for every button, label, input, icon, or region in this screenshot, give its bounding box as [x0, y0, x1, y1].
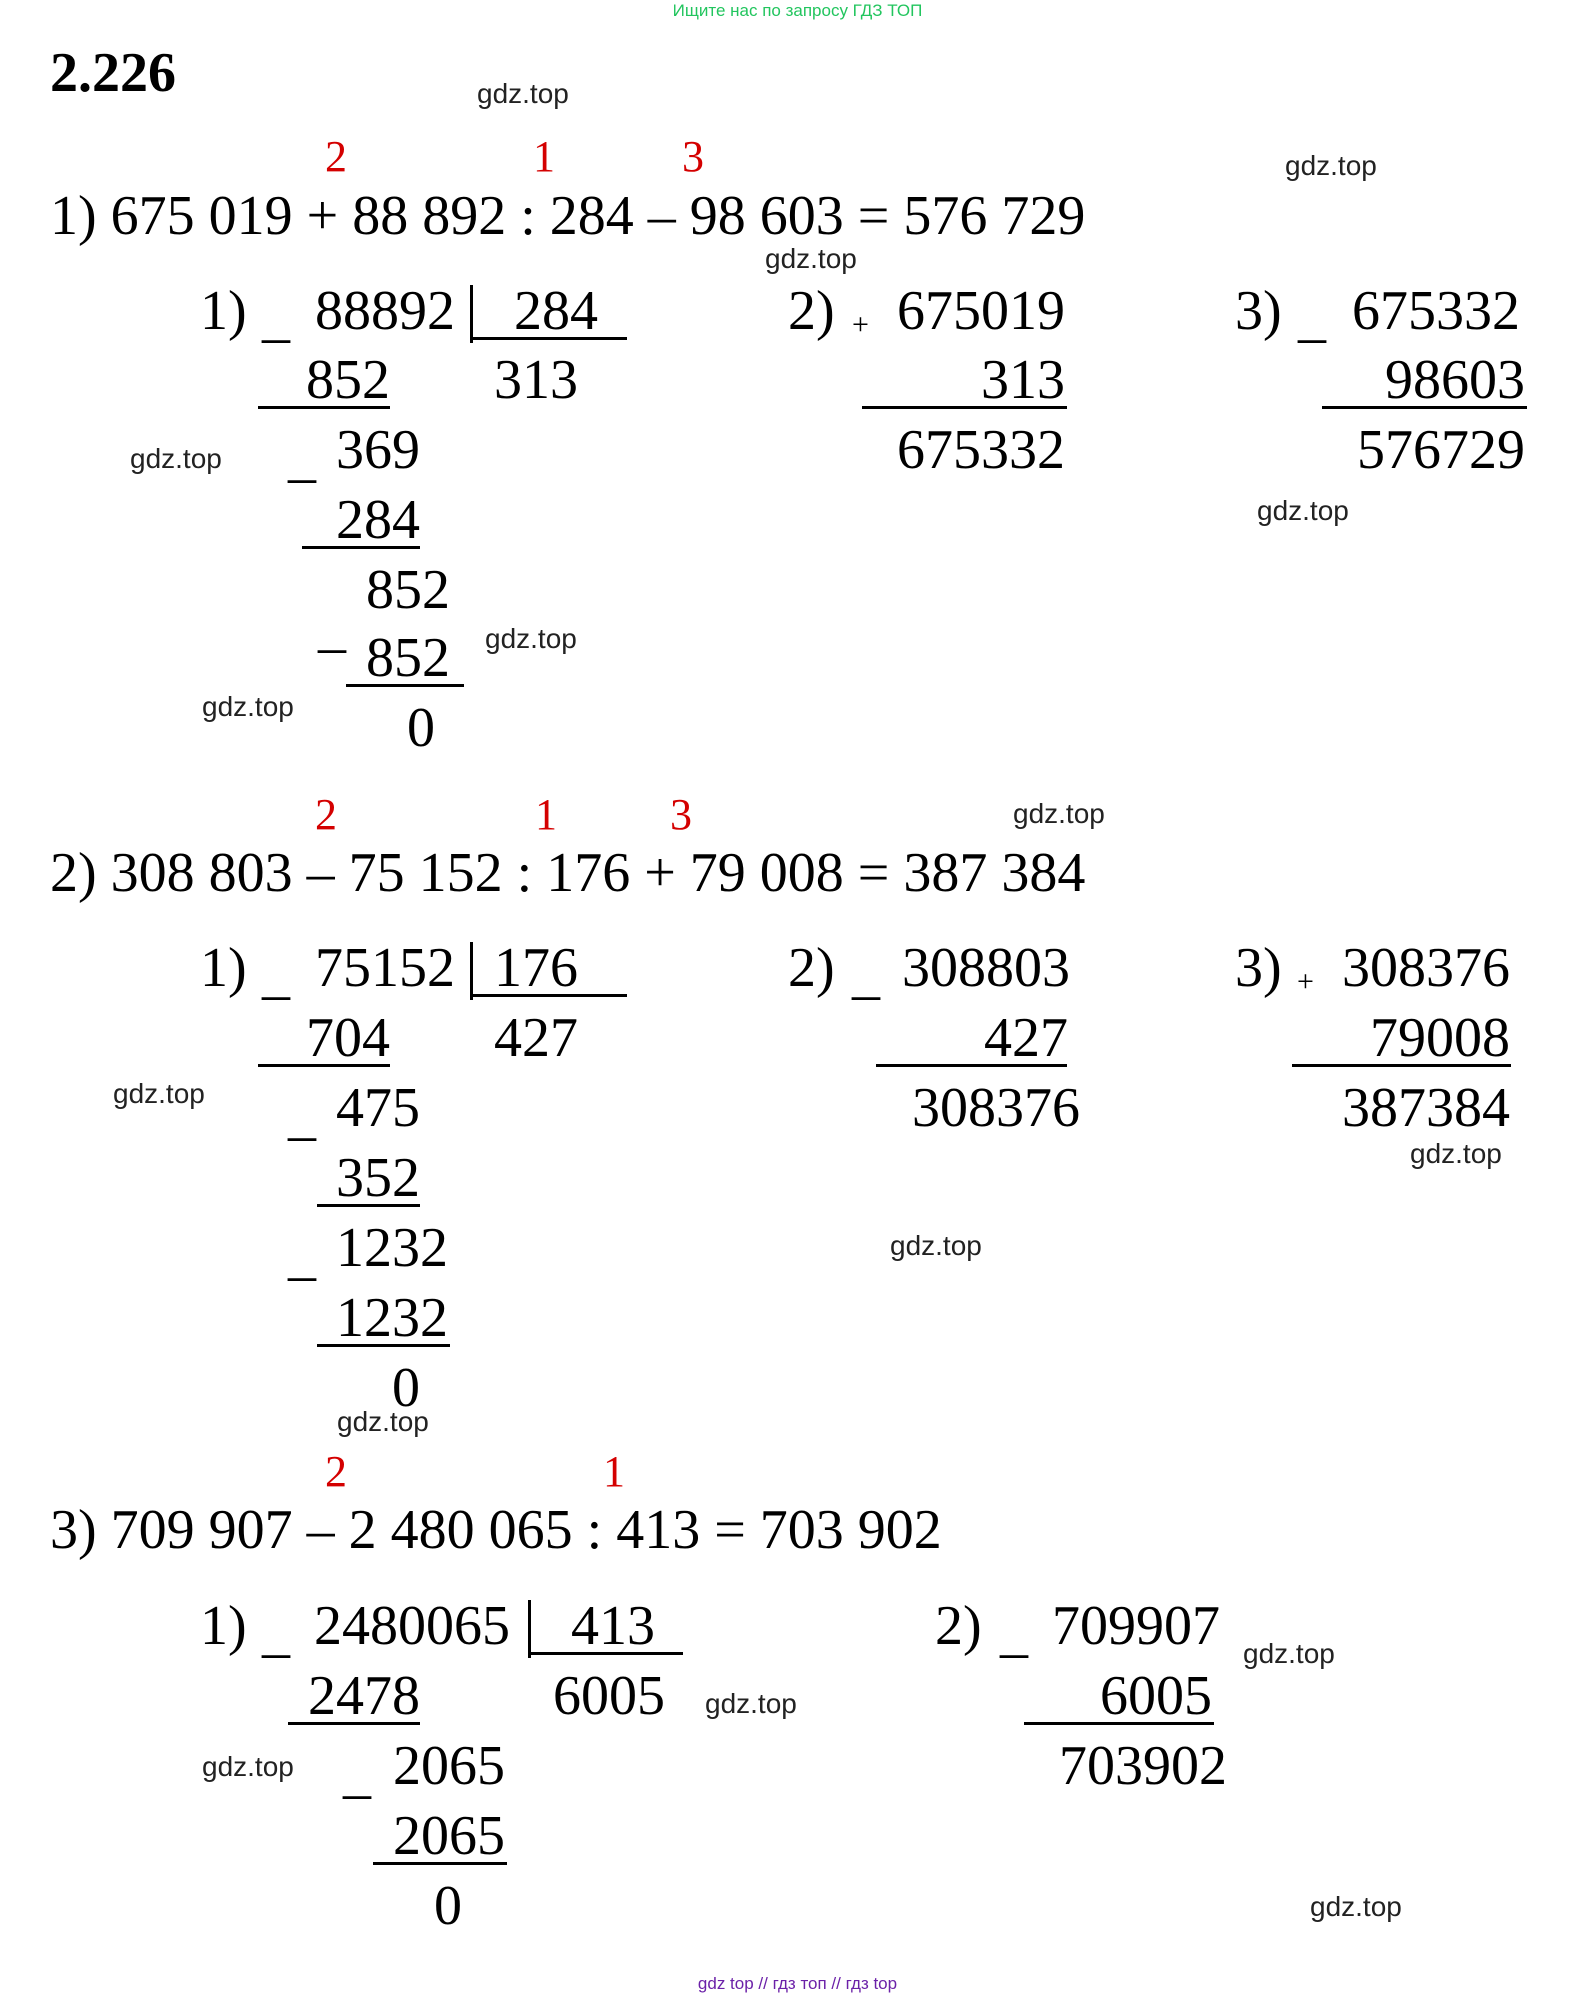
underline [373, 1862, 507, 1865]
watermark: gdz.top [1410, 1138, 1502, 1169]
step-label: 2) [788, 280, 835, 342]
underline [346, 684, 464, 687]
final-remainder: 0 [434, 1875, 462, 1937]
underline [258, 406, 390, 409]
result: 703902 [1059, 1735, 1227, 1797]
underline [317, 1344, 450, 1347]
watermark: gdz.top [202, 1751, 294, 1782]
minus-sign: _ [288, 1085, 316, 1147]
result: 675332 [897, 419, 1065, 481]
watermark: gdz.top [705, 1688, 797, 1719]
remainder: 852 [366, 559, 450, 621]
minus-sign: _ [318, 597, 346, 659]
watermark: gdz.top [337, 1406, 429, 1437]
dividend: 88892 [315, 280, 455, 342]
order-mark: 1 [533, 132, 555, 181]
remainder: 1232 [336, 1217, 448, 1279]
remainder: 475 [336, 1077, 420, 1139]
watermark: gdz.top [485, 623, 577, 654]
watermark: gdz.top [130, 443, 222, 474]
step-label: 1) [200, 280, 247, 342]
operand: 308376 [1342, 937, 1510, 999]
equation: 1) 675 019 + 88 892 : 284 – 98 603 = 576 729 [50, 185, 1086, 247]
operand: 98603 [1385, 349, 1525, 411]
watermark: gdz.top [1257, 495, 1349, 526]
divisor: 413 [571, 1595, 655, 1657]
minus-sign: _ [852, 944, 880, 1006]
minus-sign: _ [262, 944, 290, 1006]
minus-sign: _ [288, 427, 316, 489]
order-mark: 2 [325, 132, 347, 181]
quotient: 427 [494, 1007, 578, 1069]
underline [1322, 406, 1527, 409]
dividend: 2480065 [314, 1595, 510, 1657]
operand: 675019 [897, 280, 1065, 342]
underline [258, 1064, 390, 1067]
operand: 308803 [902, 937, 1070, 999]
top-banner: Ищите нас по запросу ГДЗ ТОП [672, 1, 923, 20]
divisor-underline [528, 1652, 683, 1655]
bottom-banner: gdz top // гдз топ // гдз top [697, 1974, 898, 1993]
minus-sign: _ [1000, 1602, 1028, 1664]
final-remainder: 0 [392, 1357, 420, 1419]
operand: 6005 [1100, 1665, 1212, 1727]
result: 387384 [1342, 1077, 1510, 1139]
watermark: gdz.top [202, 691, 294, 722]
partial-product: 2065 [393, 1805, 505, 1867]
order-mark: 1 [603, 1447, 625, 1496]
underline [302, 546, 420, 549]
step-label: 1) [200, 1595, 247, 1657]
quotient: 6005 [553, 1665, 665, 1727]
partial-product: 2478 [308, 1665, 420, 1727]
operand: 675332 [1352, 280, 1520, 342]
minus-sign: _ [262, 1602, 290, 1664]
minus-sign: _ [262, 287, 290, 349]
partial-product: 852 [366, 627, 450, 689]
order-mark: 3 [670, 790, 692, 839]
operand: 313 [981, 349, 1065, 411]
divisor: 176 [494, 937, 578, 999]
partial-product: 704 [306, 1007, 390, 1069]
partial-product: 352 [336, 1147, 420, 1209]
minus-sign: _ [343, 1743, 371, 1805]
underline [862, 406, 1067, 409]
watermark: gdz.top [1243, 1638, 1335, 1669]
equation: 3) 709 907 – 2 480 065 : 413 = 703 902 [50, 1499, 942, 1561]
divisor-underline [470, 994, 627, 997]
underline [1024, 1722, 1214, 1725]
order-mark: 2 [315, 790, 337, 839]
watermark: gdz.top [1285, 150, 1377, 181]
underline [1292, 1064, 1511, 1067]
underline [876, 1064, 1067, 1067]
operand: 79008 [1370, 1007, 1510, 1069]
watermark: gdz.top [113, 1078, 205, 1109]
result: 576729 [1357, 419, 1525, 481]
step-label: 3) [1235, 937, 1282, 999]
quotient: 313 [494, 349, 578, 411]
operand: 427 [984, 1007, 1068, 1069]
plus-sign: + [1297, 965, 1314, 998]
step-label: 2) [935, 1595, 982, 1657]
underline [317, 1204, 420, 1207]
step-label: 1) [200, 937, 247, 999]
division-bar [528, 1600, 531, 1658]
watermark: gdz.top [765, 243, 857, 274]
minus-sign: _ [1298, 287, 1326, 349]
remainder: 369 [336, 419, 420, 481]
partial-product: 852 [306, 349, 390, 411]
watermark: gdz.top [1310, 1891, 1402, 1922]
result: 308376 [912, 1077, 1080, 1139]
divisor-underline [470, 337, 627, 340]
partial-product: 1232 [336, 1287, 448, 1349]
remainder: 2065 [393, 1735, 505, 1797]
watermark: gdz.top [1013, 798, 1105, 829]
final-remainder: 0 [407, 697, 435, 759]
minus-sign: _ [288, 1225, 316, 1287]
division-bar [470, 942, 473, 1000]
order-mark: 3 [682, 132, 704, 181]
operand: 709907 [1052, 1595, 1220, 1657]
equation: 2) 308 803 – 75 152 : 176 + 79 008 = 387 384 [50, 842, 1086, 904]
order-mark: 1 [535, 790, 557, 839]
order-mark: 2 [325, 1447, 347, 1496]
division-bar [470, 285, 473, 343]
problem-number: 2.226 [50, 42, 176, 104]
plus-sign: + [852, 308, 869, 341]
dividend: 75152 [315, 937, 455, 999]
underline [288, 1722, 420, 1725]
step-label: 2) [788, 937, 835, 999]
partial-product: 284 [336, 489, 420, 551]
watermark: gdz.top [477, 78, 569, 109]
divisor: 284 [514, 280, 598, 342]
step-label: 3) [1235, 280, 1282, 342]
watermark: gdz.top [890, 1230, 982, 1261]
